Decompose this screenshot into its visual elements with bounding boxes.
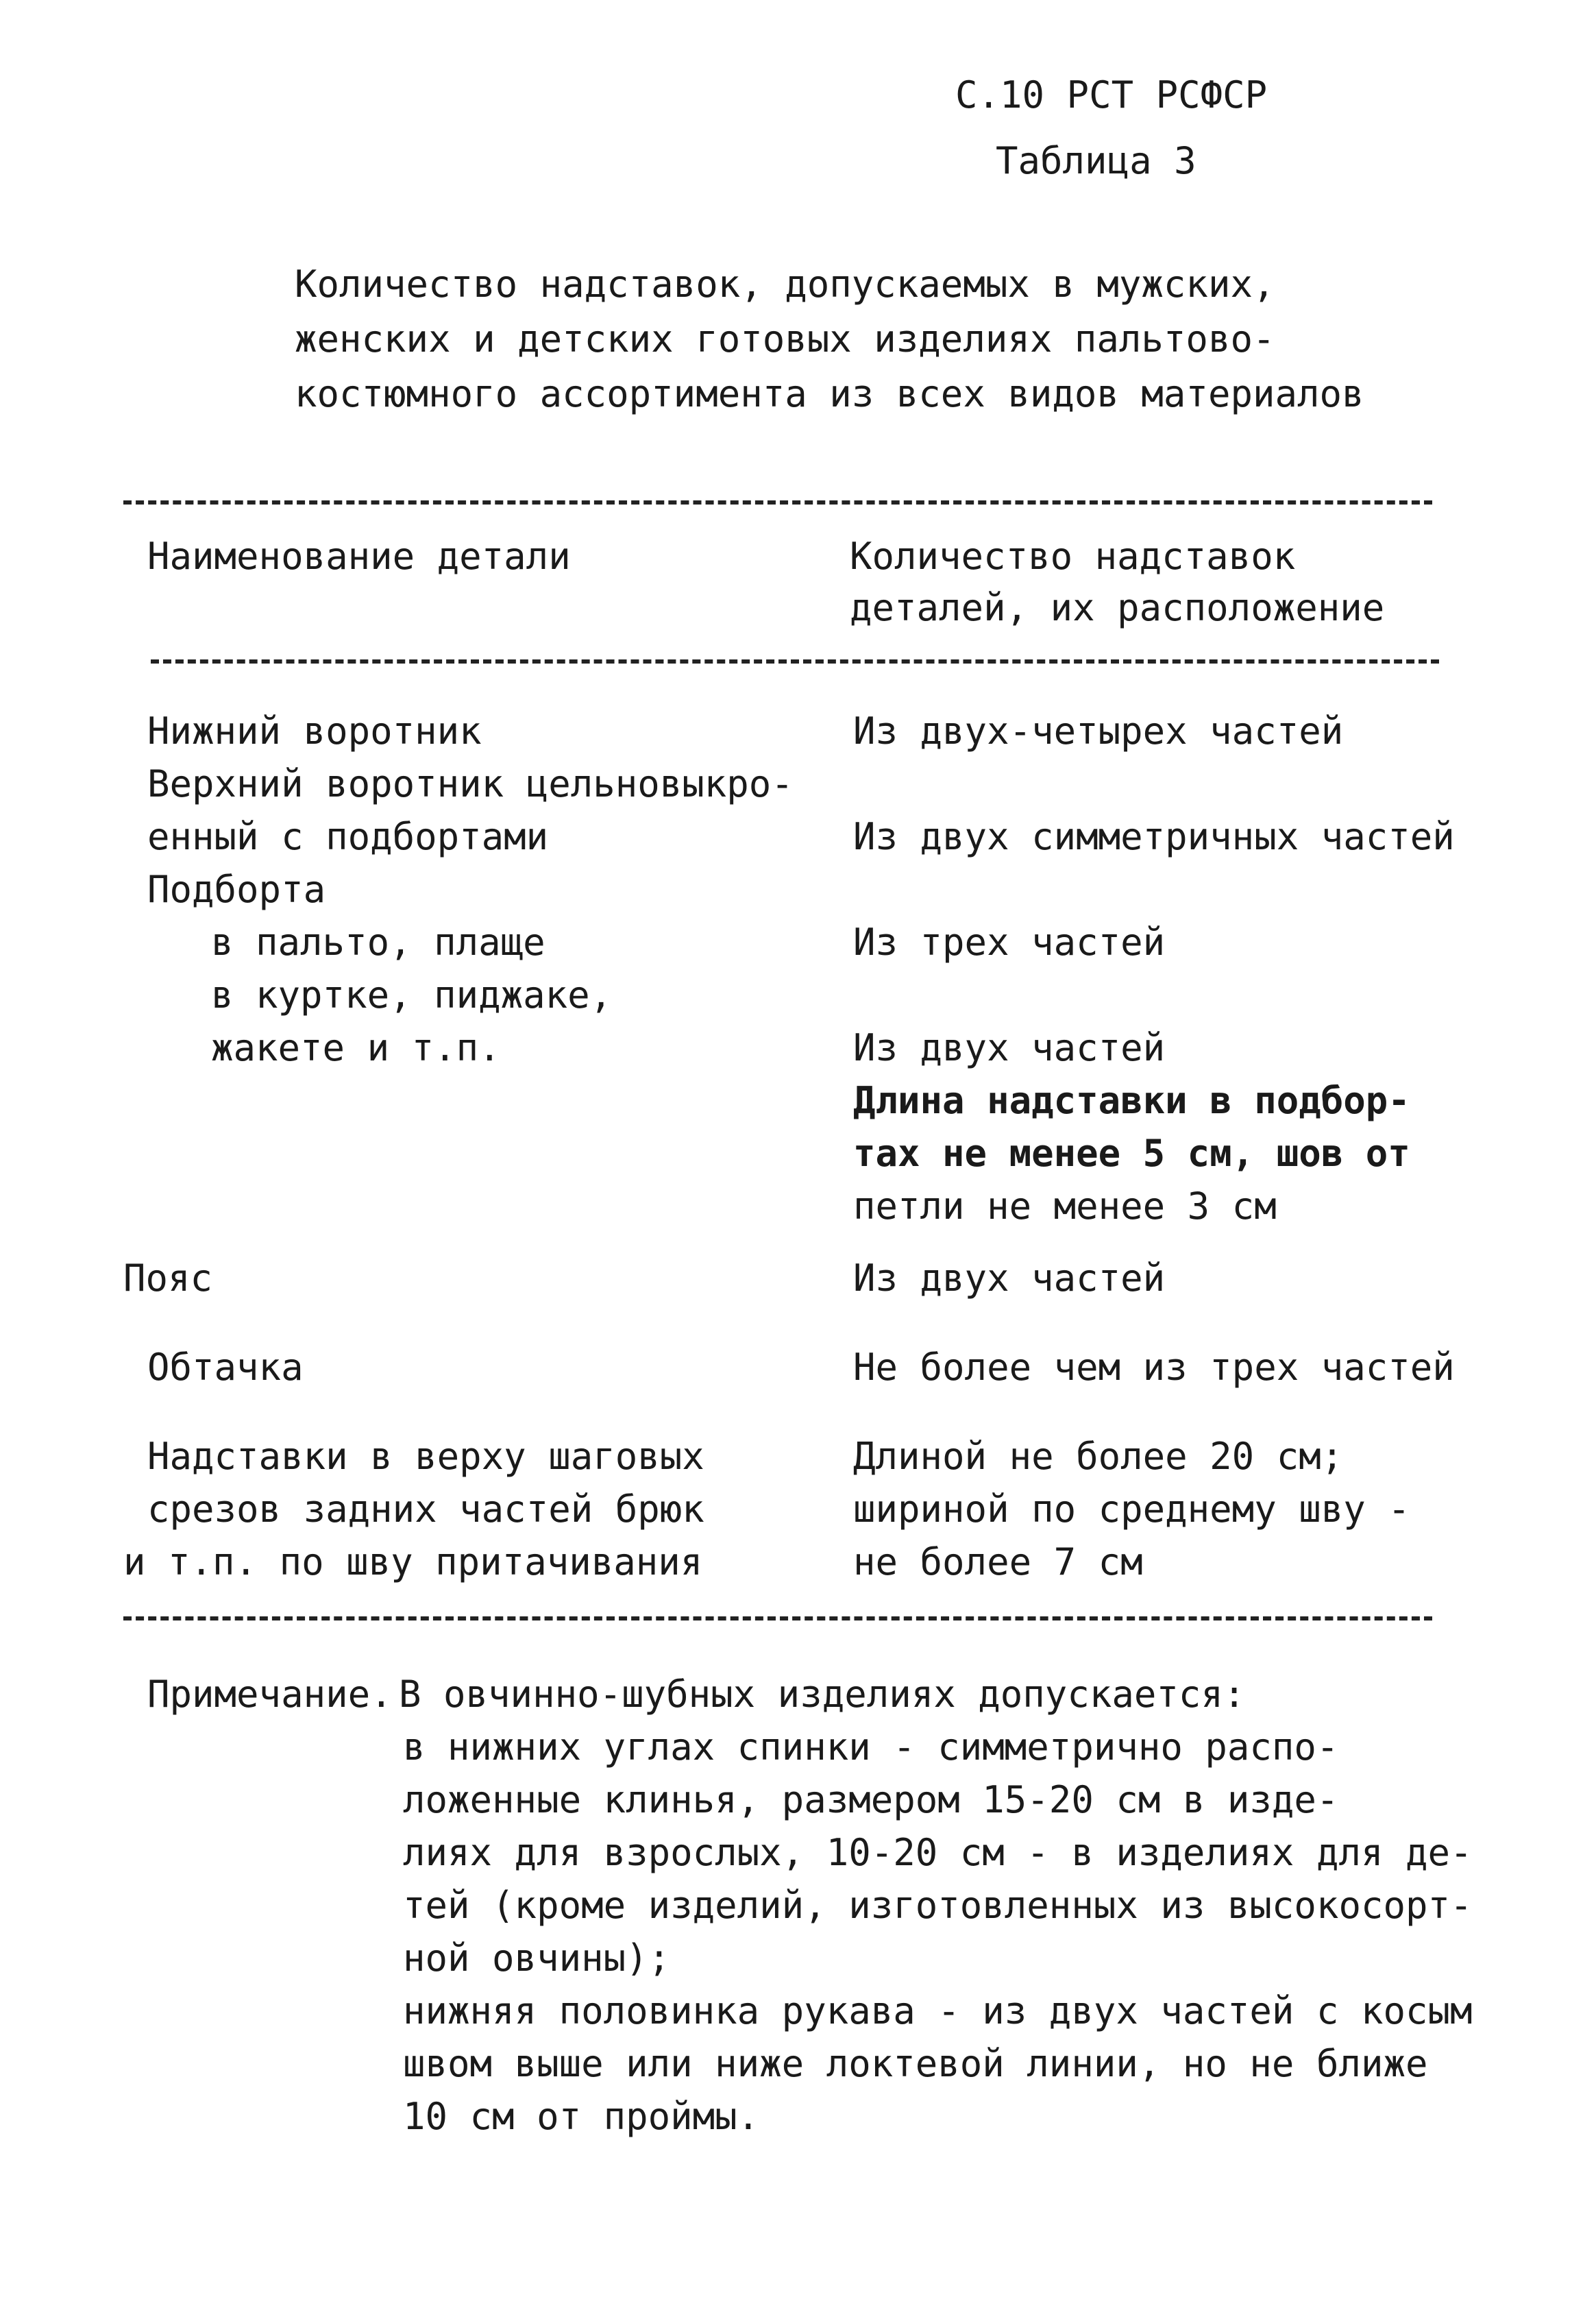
table-cell-detail: Обтачка	[147, 1346, 304, 1389]
table-cell-quantity: Из двух-четырех частей	[853, 709, 1344, 753]
table-cell-quantity: Из двух частей	[853, 1256, 1166, 1300]
table-label: Таблица 3	[996, 139, 1196, 182]
table-cell-quantity: Длина надставки в подбор-	[853, 1079, 1410, 1122]
table-cell-detail: енный с подбортами	[147, 815, 549, 858]
table-cell-detail: Пояс	[123, 1256, 213, 1300]
column-header-detail-name: Наименование детали	[147, 535, 571, 578]
table-top-rule	[123, 500, 1432, 505]
note-line: тей (кроме изделий, изготовленных из высокосорт-	[403, 1884, 1473, 1927]
table-bottom-rule	[123, 1616, 1432, 1620]
table-cell-detail: и т.п. по шву притачивания	[123, 1540, 703, 1583]
table-cell-detail: Нижний воротник	[147, 709, 482, 753]
note-line: В овчинно-шубных изделиях допускается:	[399, 1673, 1246, 1716]
note-line: нижняя половинка рукава - из двух частей с косым	[403, 1989, 1473, 2032]
table-cell-detail: срезов задних частей брюк	[147, 1488, 704, 1531]
table-cell-detail: в куртке, пиджаке,	[211, 973, 613, 1017]
table-cell-detail: Надставки в верху шаговых	[147, 1435, 704, 1478]
table-cell-quantity: не более 7 см	[853, 1540, 1143, 1583]
table-cell-quantity: Из двух частей	[853, 1026, 1166, 1069]
note-line: ной овчины);	[403, 1936, 671, 1980]
table-cell-quantity: петли не менее 3 см	[853, 1185, 1277, 1228]
table-header-rule	[151, 659, 1439, 664]
table-cell-detail: Подборта	[147, 868, 326, 911]
table-cell-detail: Верхний воротник цельновыкро-	[147, 762, 794, 805]
table-cell-detail: жакете и т.п.	[211, 1026, 501, 1069]
note-line: ложенные клинья, размером 15-20 см в изде-	[403, 1778, 1339, 1821]
note-line: швом выше или ниже локтевой линии, но не ближе	[403, 2042, 1428, 2085]
table-cell-detail: в пальто, плаще	[211, 921, 545, 964]
table-cell-quantity: Длиной не более 20 см;	[853, 1435, 1344, 1478]
page-reference: С.10 РСТ РСФСР	[955, 73, 1268, 117]
column-header-quantity-line-1: Количество надставок	[850, 535, 1296, 578]
table-title-line-3: костюмного ассортимента из всех видов материалов	[295, 372, 1364, 415]
table-cell-quantity: Из трех частей	[853, 921, 1166, 964]
table-cell-quantity: тах не менее 5 см, шов от	[853, 1132, 1410, 1175]
table-cell-quantity: Из двух симметричных частей	[853, 815, 1455, 858]
table-title-line-2: женских и детских готовых изделиях пальтово-	[295, 317, 1275, 361]
note-line: 10 см от проймы.	[403, 2095, 760, 2138]
table-title-line-1: Количество надставок, допускаемых в мужских,	[295, 263, 1275, 306]
note-line: лиях для взрослых, 10-20 см - в изделиях для де-	[403, 1831, 1473, 1874]
table-cell-quantity: шириной по среднему шву -	[853, 1488, 1410, 1531]
column-header-quantity-line-2: деталей, их расположение	[850, 586, 1385, 629]
note-line: в нижних углах спинки - симметрично распо-	[403, 1725, 1339, 1769]
table-cell-quantity: Не более чем из трех частей	[853, 1346, 1455, 1389]
note-label: Примечание.	[147, 1673, 393, 1716]
